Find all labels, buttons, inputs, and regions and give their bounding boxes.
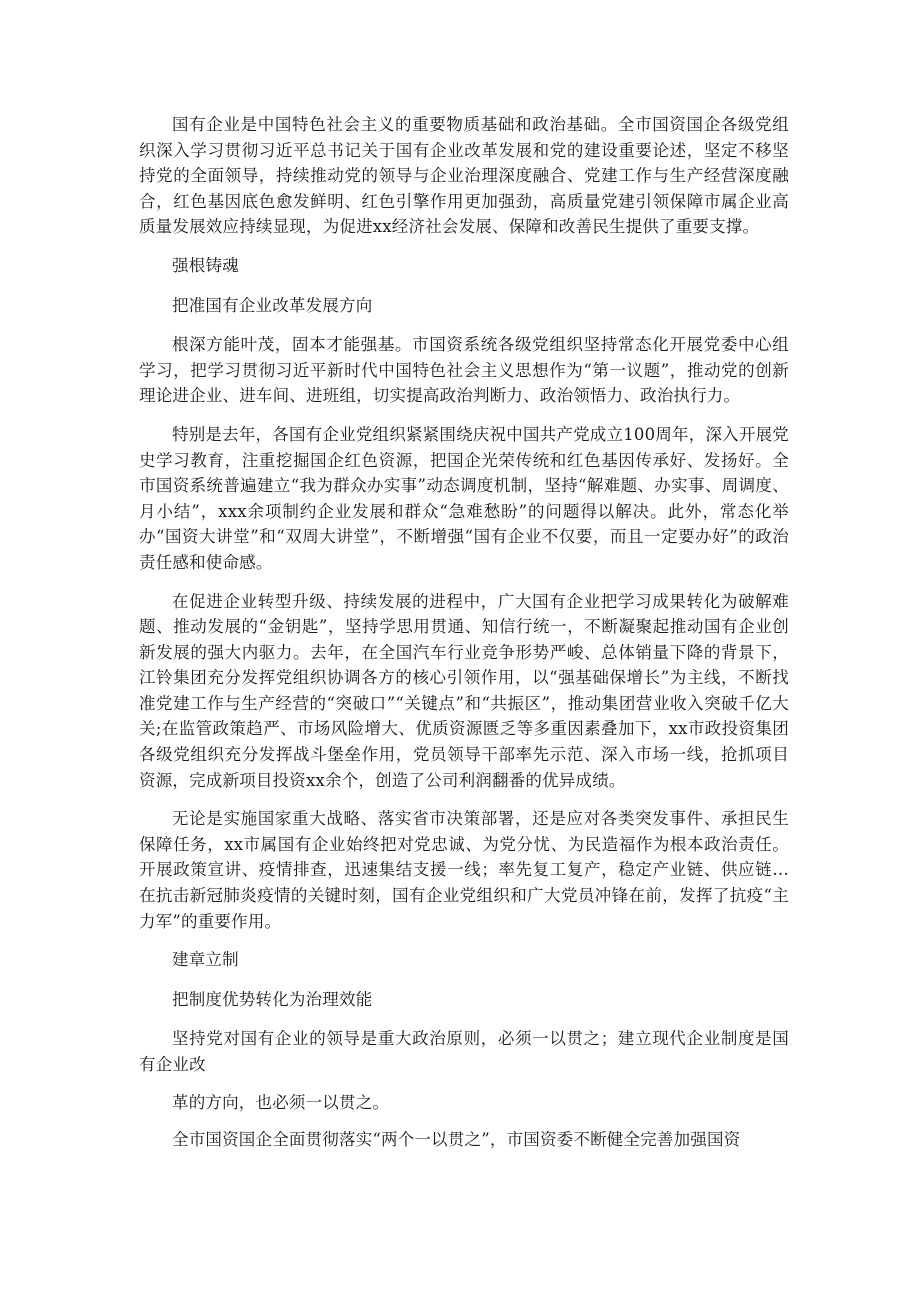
body-paragraph: 革的方向，也必须一以贯之。 [172,1092,390,1112]
body-paragraph: 根深方能叶茂，固本才能强基。市国资系统各级党组织坚持常态化开展党委中心组学习，把学习贯彻习近平新时代中国特色社会主义思想作为“第一议题”，推动党的创新理论进企业、进车间、进班组，切实提高政治判断力、政治领悟力、政治执行力。 [139,335,789,406]
body-paragraph: 坚持党对国有企业的领导是重大政治原则，必须一以贯之；建立现代企业制度是国有企业改 [139,1029,789,1074]
document-body [139,112,789,1166]
section-heading-1: 强根铸魂 [172,255,239,275]
body-paragraph: 特别是去年，各国有企业党组织紧紧围绕庆祝中国共产党成立100周年，深入开展党史学习教育，注重挖掘国企红色资源，把国企光荣传统和红色基因传承好、发扬好。全市国资系统普遍建立“我为群众办实事”动态调度机制，坚持“解难题、办实事、周调度、月小结”，xxx余项制约企业发展和群众“急难愁盼”的问题得以解决。此外，常态化举办“国资大讲堂”和“双周大讲堂”，不断增强“国有企业不仅要，而且一定要办好”的政治责任感和使命感。 [139,424,789,572]
intro-paragraph: 国有企业是中国特色社会主义的重要物质基础和政治基础。全市国资国企各级党组织深入学习贯彻习近平总书记关于国有企业改革发展和党的建设重要论述，坚定不移坚持党的全面领导，持续推动党的领导与企业治理深度融合、党建工作与生产经营深度融合，红色基因底色愈发鲜明、红色引擎作用更加强劲，高质量党建引领保障市属企业高质量发展效应持续显现，为促进xx经济社会发展、保障和改善民生提供了重要支撑。 [139,115,789,237]
section-heading-2: 建章立制 [172,950,239,970]
section-subheading-1: 把准国有企业改革发展方向 [172,295,373,315]
body-paragraph: 无论是实施国家重大战略、落实省市决策部署，还是应对各类突发事件、承担民生保障任务，xx市属国有企业始终把对党忠诚、为党分忧、为民造福作为根本政治责任。开展政策宣讲、疫情排查，迅速集结支援一线；率先复工复产，稳定产业链、供应链…在抗击新冠肺炎疫情的关键时刻，国有企业党组织和广大党员冲锋在前，发挥了抗疫“主力军”的重要作用。 [139,809,789,931]
section-subheading-2: 把制度优势转化为治理效能 [172,989,373,1009]
body-paragraph: 在促进企业转型升级、持续发展的进程中，广大国有企业把学习成果转化为破解难题、推动发展的“金钥匙”，坚持学思用贯通、知信行统一，不断凝聚起推动国有企业创新发展的强大内驱力。去年，在全国汽车行业竞争形势严峻、总体销量下降的背景下，江铃集团充分发挥党组织协调各方的核心引领作用，以“强基础保增长”为主线，不断找准党建工作与生产经营的“突破口”“关键点”和“共振区”，推动集团营业收入突破千亿大关;在监管政策趋严、市场风险增大、优质资源匮乏等多重因素叠加下，xx市政投资集团各级党组织充分发挥战斗堡垒作用，党员领导干部率先示范、深入市场一线，抢抓项目资源，完成新项目投资xx余个，创造了公司利润翻番的优异成绩。 [139,591,789,790]
body-paragraph: 全市国资国企全面贯彻落实“两个一以贯之”，市国资委不断健全完善加强国资 [172,1130,741,1150]
